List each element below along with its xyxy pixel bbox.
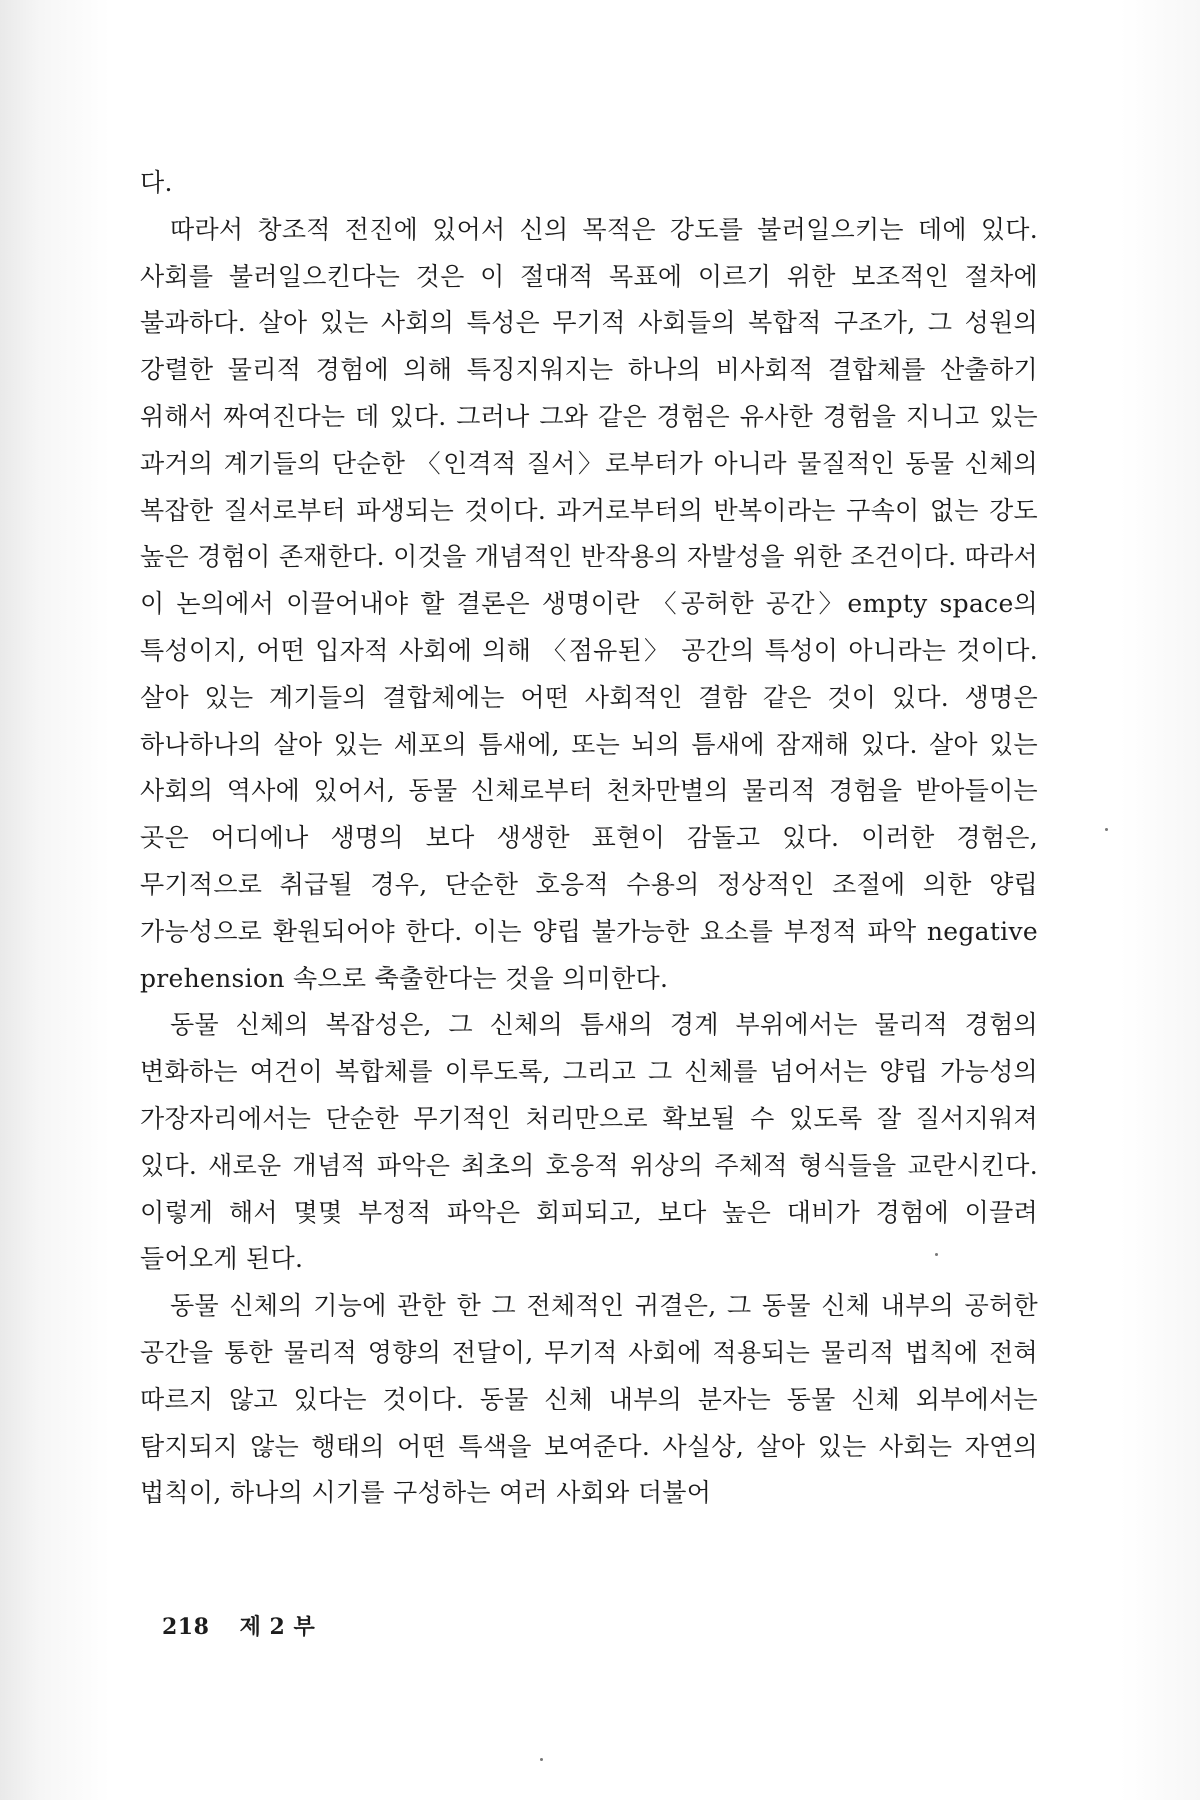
paragraph: 따라서 창조적 전진에 있어서 신의 목적은 강도를 불러일으키는 데에 있다. 사회를 불러일으킨다는 것은 이 절대적 목표에 이르기 위한 보조적인 절차에 불과하다. 살아 있는 사회의 특성은 무기적 사회들의 복합적 구조가, 그 성원의 강렬한 물리적 경험에 의해 특징지워지는 하나의 비사회적 결합체를 산출하기 위해서 짜여진다는 데 있다. 그러나 그와 같은 경험은 유사한 경험을 지니고 있는 과거의 계기들의 단순한 〈인격적 질서〉로부터가 아니라 물질적인 동물 신체의 복잡한 질서로부터 파생되는 것이다. 과거로부터의 반복이라는 구속이 없는 강도 높은 경험이 존재한다. 이것을 개념적인 반작용의 자발성을 위한 조건이다. 따라서 이 논의에서 이끌어내야 할 결론은 생명이란 〈공허한 공간〉empty space의 특성이지, 어떤 입자적 사회에 의해 〈점유된〉 공간의 특성이 아니라는 것이다. 살아 있는 계기들의 결합체에는 어떤 사회적인 결함 같은 것이 있다. 생명은 하나하나의 살아 있는 세포의 틈새에, 또는 뇌의 틈새에 잠재해 있다. 살아 있는 사회의 역사에 있어서, 동물 신체로부터 천차만별의 물리적 경험을 받아들이는 곳은 어디에나 생명의 보다 생생한 표현이 감돌고 있다. 이러한 경험은, 무기적으로 취급될 경우, 단순한 호응적 수용의 정상적인 조절에 의한 양립 가능성으로 환원되어야 한다. 이는 양립 불가능한 요소를 부정적 파악 negative prehension 속으로 축출한다는 것을 의미한다. <box>140 214 1038 993</box>
page-footer <box>162 1610 315 1641</box>
scan-speck <box>1105 828 1108 831</box>
page-number: 218 <box>162 1614 210 1640</box>
paragraph-continuation: 다. <box>140 168 173 197</box>
scan-speck <box>935 1253 938 1256</box>
paragraph: 동물 신체의 기능에 관한 한 그 전체적인 귀결은, 그 동물 신체 내부의 공허한 공간을 통한 물리적 영향의 전달이, 무기적 사회에 적용되는 물리적 법칙에 전혀 따르지 않고 있다는 것이다. 동물 신체 내부의 분자는 동물 신체 외부에서는 탐지되지 않는 행태의 어떤 특색을 보여준다. 사실상, 살아 있는 사회는 자연의 법칙이, 하나의 시기를 구성하는 여러 사회와 더불어 <box>140 1291 1038 1508</box>
body-text <box>140 160 1038 1517</box>
part-label: 제 2 부 <box>239 1614 316 1640</box>
paragraph: 동물 신체의 복잡성은, 그 신체의 틈새의 경계 부위에서는 물리적 경험의 변화하는 여건이 복합체를 이루도록, 그리고 그 신체를 넘어서는 양립 가능성의 가장자리에서는 단순한 무기적인 처리만으로 확보될 수 있도록 잘 질서지워져 있다. 새로운 개념적 파악은 최초의 호응적 위상의 주체적 형식들을 교란시킨다. 이렇게 해서 몇몇 부정적 파악은 회피되고, 보다 높은 대비가 경험에 이끌려 들어오게 된다. <box>140 1010 1038 1274</box>
scan-speck <box>540 1758 543 1761</box>
